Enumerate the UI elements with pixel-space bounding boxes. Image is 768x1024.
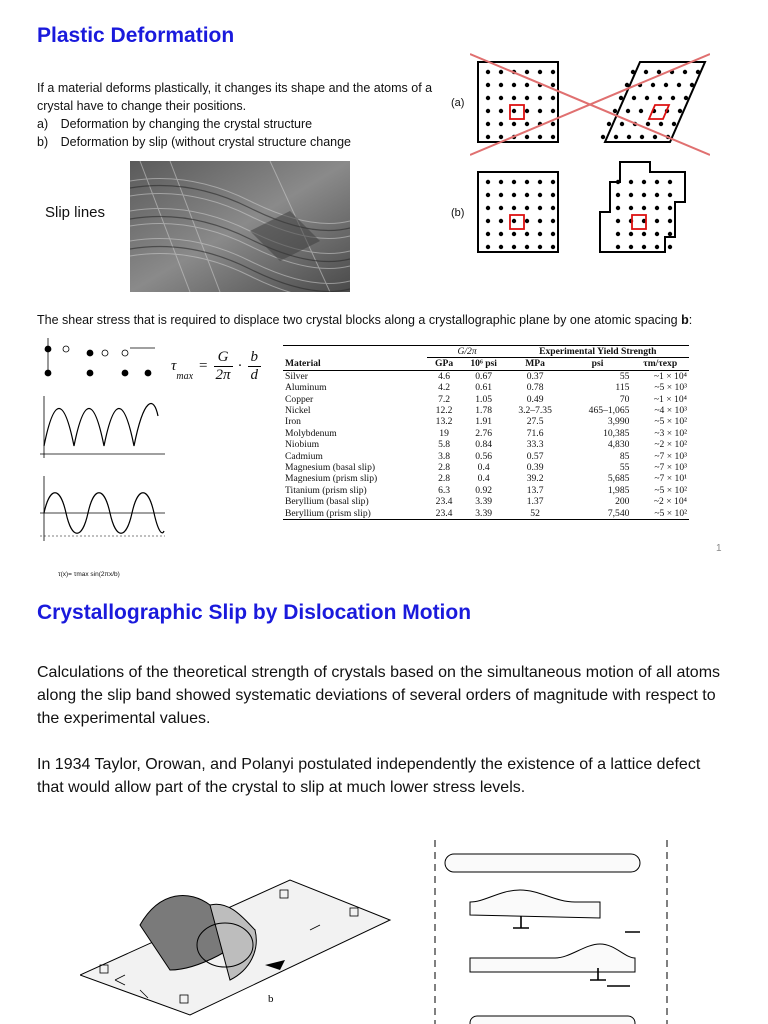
lattice-atom	[538, 193, 542, 197]
lattice-atom	[655, 245, 659, 249]
lattice-atom	[512, 193, 516, 197]
lattice-a-sheared	[605, 62, 705, 142]
lattice-atom	[486, 135, 490, 139]
yield-strength-table-wrap	[283, 345, 689, 520]
lattice-atom	[677, 83, 681, 87]
table-cell: ~7 × 10³	[654, 462, 687, 474]
table-header-cell: 10⁶ psi	[470, 358, 497, 370]
table-cell: ~1 × 10⁴	[653, 393, 687, 405]
table-header-cell: psi	[591, 358, 604, 370]
energy-curve	[40, 396, 165, 458]
lattice-atom	[664, 83, 668, 87]
lattice-atom	[629, 245, 633, 249]
table-row	[283, 382, 689, 393]
lattice-atom	[525, 135, 529, 139]
lattice-atom	[486, 219, 490, 223]
lattice-atom	[551, 122, 555, 126]
lattice-atom	[614, 135, 618, 139]
lattice-atom	[538, 96, 542, 100]
lattice-atom	[486, 180, 490, 184]
lattice-atom	[616, 193, 620, 197]
list-item-b: b) Deformation by slip (without crystal structure change	[37, 135, 352, 149]
table-cell: 0.56	[475, 450, 493, 462]
table-cell: ~5 × 10²	[654, 484, 687, 496]
lattice-atom	[525, 193, 529, 197]
lattice-atom	[538, 135, 542, 139]
lattice-atom	[616, 206, 620, 210]
lattice-atom	[486, 232, 490, 236]
lattice-atom	[499, 206, 503, 210]
table-header-cell: Material	[285, 358, 321, 370]
lattice-atom	[512, 219, 516, 223]
table-cell: 3.2–7.35	[518, 405, 552, 417]
lattice-atom	[668, 245, 672, 249]
lattice-atom	[655, 193, 659, 197]
table-cell: 27.5	[526, 416, 544, 428]
lattice-atom	[499, 109, 503, 113]
lattice-atom	[525, 180, 529, 184]
table-group-header	[283, 346, 689, 358]
table-header-row	[283, 358, 689, 370]
lattice-atom	[551, 245, 555, 249]
table-cell: ~5 × 10²	[654, 507, 687, 519]
lattice-atom	[538, 109, 542, 113]
lattice-atom	[499, 96, 503, 100]
lattice-atom	[499, 122, 503, 126]
lattice-atom	[486, 83, 490, 87]
slip-lines-label: Slip lines	[45, 204, 106, 221]
table-cell: Beryllium (basal slip)	[285, 496, 369, 508]
list-item-a: a) Deformation by changing the crystal structure	[37, 117, 313, 131]
formula-dot: ·	[237, 358, 243, 374]
formula-fraction-2	[248, 349, 262, 384]
table-row	[283, 508, 689, 520]
shear-sentence-bold: b	[681, 313, 689, 327]
lattice-atom	[616, 180, 620, 184]
formula-num1: G	[217, 349, 229, 365]
table-cell: Titanium (prism slip)	[285, 484, 367, 496]
lattice-atom	[696, 70, 700, 74]
table-cell: 52	[530, 507, 540, 519]
lattice-atom	[642, 245, 646, 249]
table-row	[283, 496, 689, 507]
table-cell: 200	[615, 496, 630, 508]
lattice-atom	[499, 135, 503, 139]
lattice-atom	[629, 206, 633, 210]
lattice-atom	[616, 219, 620, 223]
formula-den2: d	[248, 366, 262, 384]
table-cell: 1.78	[475, 405, 493, 417]
lattice-atom	[684, 96, 688, 100]
table-cell: 0.84	[475, 439, 493, 451]
lattice-atom	[655, 206, 659, 210]
lattice-atom	[486, 122, 490, 126]
table-cell: 1,985	[607, 484, 630, 496]
lattice-atom	[512, 83, 516, 87]
shear-sentence-text: The shear stress that is required to displace two crystal blocks along a crystallographic plane by one atomic spacing	[37, 313, 682, 327]
table-cell: Silver	[285, 370, 308, 382]
table-header-cell: MPa	[525, 358, 545, 370]
table-cell: 55	[619, 370, 630, 382]
lattice-atom	[640, 135, 644, 139]
lattice-b-original	[478, 172, 558, 252]
lattice-atom	[620, 122, 624, 126]
table-cell: 70	[619, 393, 630, 405]
lattice-atom	[525, 109, 529, 113]
table-cell: 0.4	[477, 473, 490, 485]
lattice-atom	[653, 135, 657, 139]
table-cell: 5,685	[607, 473, 630, 485]
table-row	[283, 416, 689, 427]
dislocation-3d-sketch	[80, 850, 400, 1024]
lattice-atom	[668, 180, 672, 184]
lattice-atom	[512, 109, 516, 113]
lattice-atom	[538, 70, 542, 74]
table-cell: 13.2	[435, 416, 453, 428]
slide1-title: Plastic Deformation	[37, 24, 235, 47]
lattice-atom	[629, 193, 633, 197]
lattice-atom	[486, 96, 490, 100]
table-cell: 6.3	[438, 484, 451, 496]
lattice-atom	[499, 219, 503, 223]
table-row	[283, 405, 689, 416]
lattice-atom	[631, 70, 635, 74]
formula-num2: b	[250, 349, 259, 365]
lattice-atom	[499, 70, 503, 74]
table-cell: 23.4	[435, 507, 453, 519]
lattice-atom	[551, 70, 555, 74]
lattice-atom	[646, 122, 650, 126]
lattice-atom	[525, 232, 529, 236]
table-cell: 3.8	[438, 450, 451, 462]
table-row	[283, 473, 689, 484]
table-cell: Molybdenum	[285, 427, 337, 439]
table-cell: 2.8	[438, 462, 451, 474]
lattice-atom	[639, 109, 643, 113]
lattice-atom	[659, 122, 663, 126]
lattice-atom	[616, 232, 620, 236]
label-a: (a)	[451, 97, 465, 109]
lattice-atom	[668, 206, 672, 210]
table-cell: ~4 × 10³	[654, 405, 687, 417]
table-row	[283, 485, 689, 496]
slide2-para1: Calculations of the theoretical strength of crystals based on the simultaneous motion of all atoms along the slip band showed systematic deviations of several orders of magnitude with respect to the experimental values.	[37, 664, 721, 727]
table-cell: 23.4	[435, 496, 453, 508]
table-cell: 3.39	[475, 496, 493, 508]
lattice-atom	[499, 232, 503, 236]
lattice-atom	[625, 83, 629, 87]
yield-strength-table	[283, 345, 689, 520]
lattice-atom	[538, 245, 542, 249]
formula-equals: =	[199, 358, 208, 374]
lattice-atom	[613, 109, 617, 113]
lattice-atom	[690, 83, 694, 87]
lattice-atom	[627, 135, 631, 139]
lattice-atom	[551, 96, 555, 100]
lattice-atom	[668, 232, 672, 236]
slide2-title: Crystallographic Slip by Dislocation Motion	[37, 601, 472, 624]
lattice-atom	[512, 245, 516, 249]
dislocation-sequence-sketch	[425, 840, 675, 1024]
lattice-atom	[657, 70, 661, 74]
table-cell: 0.78	[526, 382, 544, 394]
table-cell: Magnesium (basal slip)	[285, 462, 376, 474]
lattice-atom	[551, 180, 555, 184]
lattice-atom	[486, 70, 490, 74]
lattice-atom	[551, 109, 555, 113]
atom-schematic	[45, 338, 155, 376]
table-cell: ~1 × 10⁴	[653, 370, 687, 382]
lattice-atom	[486, 206, 490, 210]
table-cell: 0.4	[477, 462, 490, 474]
table-cell: 10,385	[603, 427, 630, 439]
lattice-atom	[525, 219, 529, 223]
table-cell: 55	[619, 462, 630, 474]
lattice-atom	[655, 232, 659, 236]
table-header-cell: τm/τexp	[643, 358, 678, 370]
group-header-exp: Experimental Yield Strength	[507, 346, 689, 358]
lattice-atom	[525, 70, 529, 74]
lattice-atom	[619, 96, 623, 100]
lattice-atom	[538, 219, 542, 223]
table-cell: 4.6	[438, 370, 451, 382]
table-cell: 4,830	[607, 439, 630, 451]
deformation-lattice-diagram	[470, 52, 710, 264]
shear-stress-graphs	[30, 336, 175, 586]
table-cell: 3.39	[475, 507, 493, 519]
lattice-atom	[538, 232, 542, 236]
table-cell: Aluminum	[285, 382, 327, 394]
lattice-atom	[642, 206, 646, 210]
burgers-vector-label: b	[268, 993, 274, 1005]
lattice-atom	[551, 206, 555, 210]
table-cell: 0.49	[526, 393, 544, 405]
table-cell: 2.8	[438, 473, 451, 485]
lattice-atom	[525, 96, 529, 100]
lattice-atom	[683, 70, 687, 74]
lattice-atom	[512, 96, 516, 100]
table-cell: ~5 × 10³	[654, 382, 687, 394]
table-cell: 1.05	[475, 393, 493, 405]
table-cell: 5.8	[438, 439, 451, 451]
table-cell: 39.2	[526, 473, 544, 485]
table-cell: 4.2	[438, 382, 451, 394]
lattice-atom	[499, 193, 503, 197]
lattice-atom	[551, 83, 555, 87]
table-cell: 1.37	[526, 496, 544, 508]
lattice-atom	[525, 206, 529, 210]
table-cell: 19	[439, 427, 449, 439]
table-cell: Nickel	[285, 405, 311, 417]
lattice-atom	[642, 232, 646, 236]
max-shear-formula	[171, 349, 261, 384]
lattice-atom	[512, 122, 516, 126]
table-row	[283, 394, 689, 405]
lattice-atom	[512, 180, 516, 184]
lattice-atom	[668, 193, 672, 197]
table-cell: Cadmium	[285, 450, 323, 462]
table-cell: ~7 × 10¹	[654, 473, 687, 485]
lattice-atom	[658, 96, 662, 100]
table-cell: 0.61	[475, 382, 493, 394]
lattice-atom	[486, 109, 490, 113]
lattice-atom	[655, 219, 659, 223]
table-row	[283, 451, 689, 462]
table-cell: 71.6	[526, 427, 544, 439]
table-cell: 7.2	[438, 393, 451, 405]
table-header-cell: GPa	[435, 358, 454, 370]
lattice-atom	[655, 180, 659, 184]
table-row	[283, 439, 689, 450]
formula-sub: max	[176, 371, 194, 382]
table-body	[283, 370, 689, 519]
lattice-atom	[629, 180, 633, 184]
lattice-atom	[512, 232, 516, 236]
lattice-atom	[644, 70, 648, 74]
formula-den1: 2π	[215, 367, 231, 383]
table-cell: Iron	[285, 416, 301, 428]
lattice-atom	[607, 122, 611, 126]
table-cell: ~7 × 10³	[654, 450, 687, 462]
formula-tau: τ	[171, 358, 177, 374]
lattice-atom	[616, 245, 620, 249]
table-cell: 115	[615, 382, 630, 394]
lattice-atom	[525, 245, 529, 249]
lattice-atom	[629, 232, 633, 236]
table-cell: ~2 × 10²	[654, 439, 687, 451]
group-header-g: G/2π	[427, 346, 506, 358]
table-cell: 2.76	[475, 427, 493, 439]
table-cell: Magnesium (prism slip)	[285, 473, 378, 485]
table-cell: Copper	[285, 393, 314, 405]
intro-text: If a material deforms plastically, it changes its shape and the atoms of a crystal have to change their positions.	[37, 81, 433, 113]
lattice-atom	[512, 206, 516, 210]
lattice-atom	[678, 109, 682, 113]
table-cell: 85	[619, 450, 630, 462]
lattice-atom	[499, 83, 503, 87]
lattice-atom	[671, 96, 675, 100]
table-cell: 465–1,065	[588, 405, 630, 417]
lattice-atom	[538, 180, 542, 184]
lattice-atom	[651, 83, 655, 87]
lattice-atom	[672, 122, 676, 126]
lattice-atom	[642, 180, 646, 184]
lattice-atom	[538, 206, 542, 210]
table-cell: 13.7	[526, 484, 544, 496]
lattice-atom	[486, 245, 490, 249]
table-row	[283, 370, 689, 382]
lattice-atom	[499, 245, 503, 249]
table-row	[283, 428, 689, 439]
table-cell: 0.37	[526, 370, 544, 382]
lattice-atom	[525, 122, 529, 126]
lattice-atom	[601, 135, 605, 139]
slide2-para2: In 1934 Taylor, Orowan, and Polanyi postulated independently the existence of a lattice defect that would allow part of the crystal to slip at much lower stress levels.	[37, 756, 701, 796]
table-cell: 1.91	[475, 416, 493, 428]
lattice-atom	[642, 193, 646, 197]
table-cell: 3,990	[607, 416, 630, 428]
label-b: (b)	[451, 207, 465, 219]
table-cell: 0.39	[526, 462, 544, 474]
lattice-atom	[499, 180, 503, 184]
table-cell: 0.67	[475, 370, 493, 382]
lattice-atom	[551, 232, 555, 236]
slide1-intro	[37, 79, 437, 151]
page-number: 1	[716, 543, 722, 554]
table-row	[283, 462, 689, 473]
table-cell: Beryllium (prism slip)	[285, 507, 371, 519]
slip-lines-micrograph	[130, 161, 350, 292]
formula-fraction-1	[214, 349, 233, 384]
lattice-atom	[551, 193, 555, 197]
table-cell: ~3 × 10²	[654, 427, 687, 439]
lattice-atom	[626, 109, 630, 113]
lattice-atom	[632, 96, 636, 100]
graph-caption: τ(x)= τmax sin(2πx/b)	[58, 571, 120, 578]
shear-stress-sentence	[37, 313, 692, 327]
lattice-atom	[525, 83, 529, 87]
table-cell: 0.92	[475, 484, 493, 496]
lattice-atom	[551, 135, 555, 139]
table-cell: 7,540	[607, 507, 630, 519]
table-cell: ~2 × 10⁴	[653, 496, 687, 508]
table-cell: 33.3	[526, 439, 544, 451]
stress-curve	[40, 476, 165, 541]
table-cell: Niobium	[285, 439, 320, 451]
lattice-atom	[551, 219, 555, 223]
shear-sentence-end: :	[688, 313, 693, 327]
lattice-atom	[486, 193, 490, 197]
table-cell: 12.2	[435, 405, 453, 417]
lattice-atom	[645, 96, 649, 100]
lattice-atom	[668, 219, 672, 223]
table-cell: ~5 × 10²	[654, 416, 687, 428]
table-cell: 0.57	[526, 450, 544, 462]
